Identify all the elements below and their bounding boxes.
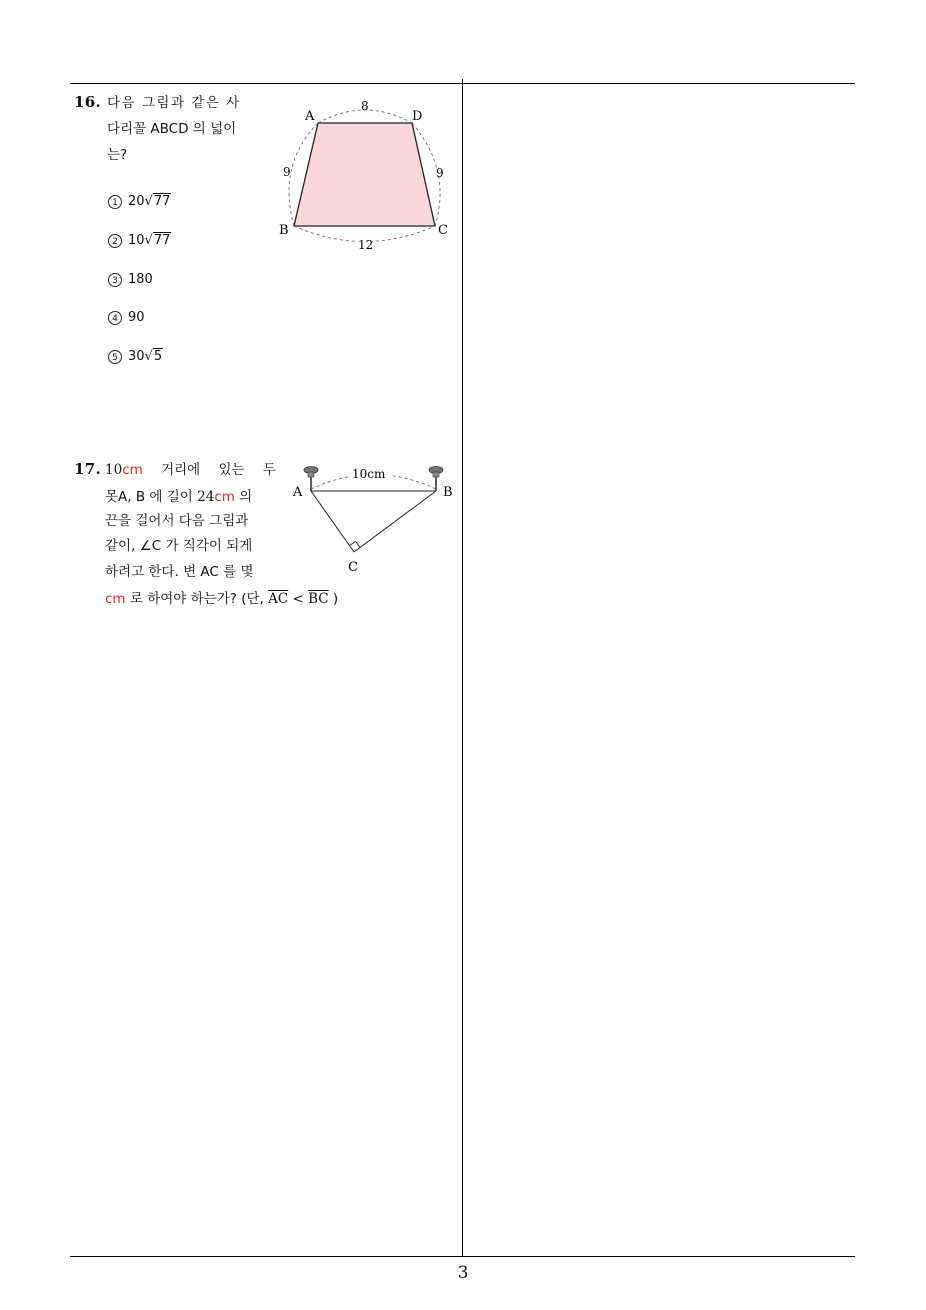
choice-3[interactable]: 3 180 (108, 270, 153, 290)
question-text-line: 다리꼴 ABCD 의 넓이 (107, 121, 237, 137)
string-cb (354, 491, 436, 552)
question-text-line: 는? (107, 147, 128, 163)
length-label-right: 9 (436, 166, 444, 180)
trapezoid-abcd (294, 123, 435, 226)
vertex-label-a: A (293, 485, 303, 500)
length-label-bottom: 12 (358, 238, 374, 252)
right-triangle-figure (290, 460, 460, 580)
choice-number-mark: 4 (108, 311, 122, 325)
question-number: 17. (74, 460, 101, 478)
vertex-label-d: D (412, 109, 423, 124)
segment-bc: $\overline{BC}$ (308, 591, 329, 607)
question-text-line: 같이, ∠C 가 직각이 되게 (105, 538, 253, 554)
vertex-label-b: B (443, 485, 453, 500)
question-text-line: 10cm 거리에 있는 두 (105, 462, 276, 478)
trapezoid-figure (272, 95, 457, 255)
choice-2[interactable]: 2 10√77 (108, 231, 171, 251)
segment-ac: $\overline{AC}$ (268, 591, 289, 607)
question-text-line: 끈을 걸어서 다음 그림과 (105, 513, 249, 529)
vertex-label-a: A (305, 109, 315, 124)
pin-a-icon (304, 467, 318, 492)
column-divider (462, 79, 463, 1256)
question-text-line: cm 로 하여야 하는가? (단, $\overline{AC} < \overline{BC}$ ) (105, 591, 339, 607)
question-text-line: 하려고 한다. 변 AC 를 몇 (105, 564, 254, 580)
question-number: 16. (74, 93, 101, 111)
string-ac (311, 491, 354, 552)
question-text-line: 못A, B 에 길이 24cm 의 (105, 489, 253, 505)
square-root: √77 (144, 194, 171, 209)
choice-number-mark: 3 (108, 273, 122, 287)
length-label-left: 9 (283, 165, 291, 179)
vertex-label-c: C (438, 223, 448, 238)
vertex-label-b: B (279, 223, 289, 238)
distance-label: 10cm (352, 467, 386, 481)
page-number: 3 (457, 1263, 469, 1283)
pin-b-icon (429, 467, 443, 492)
choice-number-mark: 2 (108, 234, 122, 248)
right-angle-mark (350, 541, 361, 547)
choice-5[interactable]: 5 30√5 (108, 347, 163, 367)
question-text-line: 다음 그림과 같은 사 (107, 95, 241, 111)
choice-4[interactable]: 4 90 (108, 308, 145, 328)
square-root: √77 (144, 233, 171, 248)
square-root: √5 (144, 349, 163, 364)
choice-number-mark: 5 (108, 350, 122, 364)
vertex-label-c: C (348, 560, 358, 575)
choice-number-mark: 1 (108, 195, 122, 209)
bottom-rule (70, 1256, 855, 1257)
length-label-top: 8 (361, 99, 369, 113)
choice-1[interactable]: 1 20√77 (108, 192, 171, 212)
